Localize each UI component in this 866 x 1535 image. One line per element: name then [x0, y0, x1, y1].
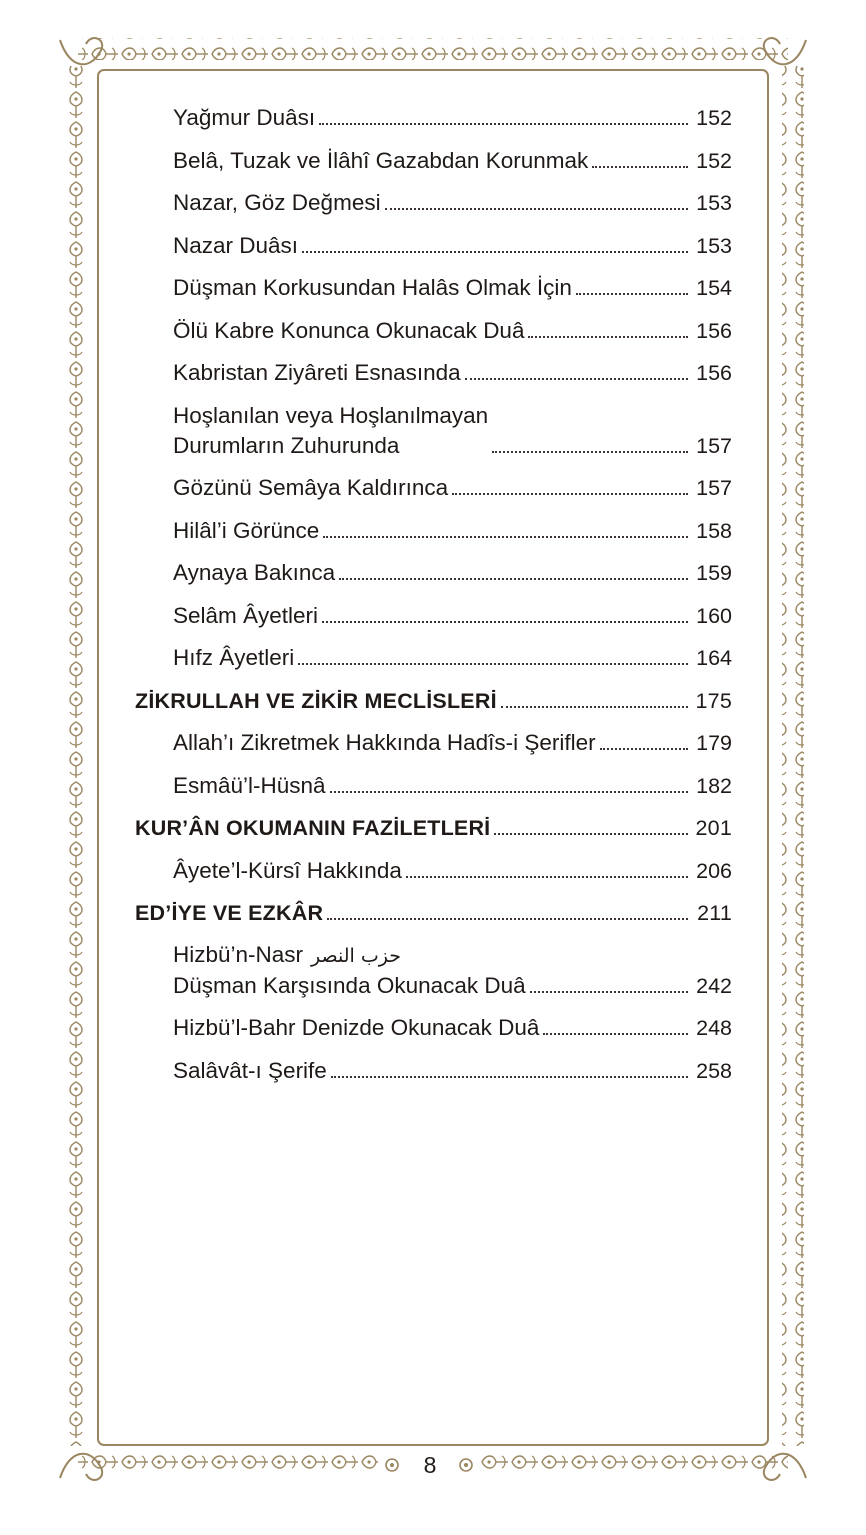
toc-page-number: 206 [696, 858, 732, 883]
table-of-contents [135, 103, 732, 1098]
toc-entry-title: Hoşlanılan veya Hoşlanılmayan [173, 402, 489, 428]
dot-leader [492, 451, 688, 453]
toc-entry [135, 273, 732, 303]
dot-leader [452, 493, 688, 495]
toc-entry-title: Aynaya Bakınca [173, 560, 336, 585]
toc-entry [135, 771, 732, 801]
toc-entry [135, 728, 732, 758]
toc-entry-title: Âyete’l-Kürsî Hakkında [173, 857, 402, 883]
toc-entry [135, 601, 732, 631]
toc-page-number: 157 [696, 476, 732, 500]
dot-leader [327, 918, 688, 920]
toc-page-number: 201 [695, 816, 732, 840]
toc-entry [135, 1013, 732, 1043]
toc-entry [135, 558, 732, 588]
toc-entry-title: Ölü Kabre Konunca Okunacak Duâ [173, 317, 525, 343]
toc-page-number: 156 [696, 318, 732, 343]
toc-page-number: 175 [695, 688, 732, 713]
toc-entry-title: Yağmur Duâsı [173, 105, 316, 130]
dot-leader [465, 378, 688, 380]
toc-entry [135, 856, 732, 886]
toc-page-number: 157 [696, 433, 732, 458]
toc-page-number: 242 [696, 973, 732, 998]
dot-leader [406, 876, 688, 878]
toc-entry-title: ZİKRULLAH VE ZİKİR MECLİSLERİ [135, 688, 497, 713]
toc-page-number: 248 [696, 1016, 732, 1040]
dot-leader [501, 706, 688, 708]
toc-entry-title: Hıfz Âyetleri [173, 645, 295, 670]
toc-entry-title: Düşman Korkusundan Halâs Olmak İçin [173, 275, 572, 300]
dot-leader [302, 251, 688, 253]
toc-entry [135, 103, 732, 133]
toc-page-number: 179 [696, 731, 732, 755]
toc-entry [135, 516, 732, 546]
toc-entry-title: KUR’ÂN OKUMANIN FAZİLETLERİ [135, 816, 491, 840]
toc-entry [135, 316, 732, 346]
toc-entry [135, 941, 732, 1001]
toc-entry [135, 473, 732, 503]
dot-leader [298, 663, 688, 665]
dot-leader [600, 748, 688, 750]
dot-leader [319, 123, 688, 125]
toc-page-number: 158 [696, 518, 732, 543]
dot-leader [385, 208, 688, 210]
dot-leader [330, 791, 688, 793]
toc-page-number: 153 [696, 191, 732, 215]
toc-page-number: 153 [696, 233, 732, 258]
toc-entry-title: Selâm Âyetleri [173, 602, 319, 628]
toc-entry [135, 1056, 732, 1086]
toc-entry [135, 188, 732, 218]
toc-entry [135, 643, 732, 673]
toc-entry-title: ED’İYE VE EZKÂR [135, 901, 324, 925]
toc-entry [135, 231, 732, 261]
toc-entry [135, 401, 732, 461]
toc-entry-title: Salâvât-ı Şerife [173, 1057, 327, 1083]
toc-section [135, 898, 732, 928]
dot-leader [530, 991, 688, 993]
toc-page-number: 164 [696, 646, 732, 670]
toc-entry-title: Kabristan Ziyâreti Esnasında [173, 360, 461, 385]
dot-leader [576, 293, 688, 295]
toc-section [135, 686, 732, 716]
toc-entry-title: Nazar, Göz Değmesi [173, 190, 381, 215]
toc-entry-title: Düşman Karşısında Okunacak Duâ [173, 972, 526, 998]
toc-page-number: 152 [696, 148, 732, 173]
toc-entry [135, 358, 732, 388]
dot-leader [592, 166, 688, 168]
dot-leader [322, 621, 688, 623]
toc-page-number: 156 [696, 361, 732, 385]
toc-page-number: 154 [696, 276, 732, 300]
toc-page-number: 152 [696, 106, 732, 130]
toc-entry-title: Hizbü’l-Bahr Denizde Okunacak Duâ [173, 1015, 540, 1040]
toc-entry-title: Gözünü Semâya Kaldırınca [173, 475, 449, 500]
dot-leader [543, 1033, 688, 1035]
toc-page-number: 258 [696, 1058, 732, 1083]
arabic-title: حزب النصر [311, 944, 401, 967]
dot-leader [339, 578, 688, 580]
page-number: 8 [423, 1452, 437, 1478]
toc-page-number: 211 [697, 901, 732, 925]
toc-page-number: 182 [696, 773, 732, 798]
toc-entry [135, 146, 732, 176]
toc-entry-title: Esmâü’l-Hüsnâ [173, 772, 326, 798]
toc-entry-title: Nazar Duâsı [173, 232, 299, 258]
toc-entry-title: Belâ, Tuzak ve İlâhî Gazabdan Korunmak [173, 147, 589, 173]
dot-leader [528, 336, 688, 338]
toc-entry-title: Hizbü’n-Nasr [173, 941, 304, 967]
toc-entry-title: Durumların Zuhurunda [173, 432, 400, 458]
toc-page-number: 160 [696, 603, 732, 628]
toc-entry-title: Hilâl’i Görünce [173, 517, 320, 543]
dot-leader [331, 1076, 688, 1078]
dot-leader [494, 833, 688, 835]
toc-section [135, 813, 732, 843]
toc-page-number: 159 [696, 561, 732, 585]
toc-entry-title: Allah’ı Zikretmek Hakkında Hadîs-i Şerifler [173, 730, 596, 755]
dot-leader [323, 536, 688, 538]
